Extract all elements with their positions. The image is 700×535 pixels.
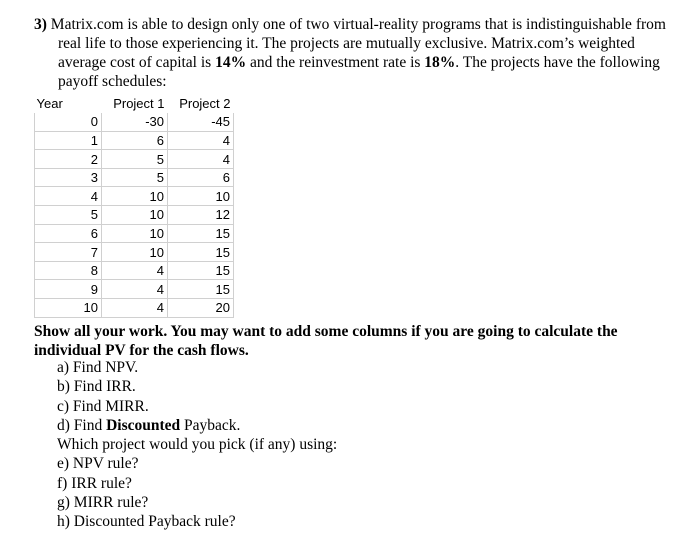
- year-cell: 2: [35, 150, 102, 169]
- intro-text-3b: and the reinvestment rate is: [246, 54, 425, 71]
- year-cell: 9: [35, 280, 102, 299]
- table-row: [35, 206, 234, 225]
- year-cell: 3: [35, 168, 102, 187]
- table-row: [35, 280, 234, 299]
- header-project-2: Project 2: [179, 95, 231, 111]
- instructions: [34, 322, 674, 360]
- year-cell: 5: [35, 206, 102, 225]
- project-1-cell: 4: [102, 261, 168, 280]
- project-1-cell: 10: [102, 187, 168, 206]
- project-2-cell: 20: [168, 299, 234, 318]
- question-d-prefix: d) Find: [57, 416, 107, 434]
- project-1-cell: 4: [102, 280, 168, 299]
- table-row: [35, 224, 234, 243]
- question-d-bold: Discounted: [106, 416, 181, 434]
- question-a: a) Find NPV.: [57, 359, 139, 376]
- project-1-cell: 10: [102, 224, 168, 243]
- table-row: [35, 261, 234, 280]
- question-h: h) Discounted Payback rule?: [57, 513, 236, 531]
- header-project-1: Project 1: [113, 95, 165, 111]
- year-cell: 4: [35, 187, 102, 206]
- year-cell: 8: [35, 261, 102, 280]
- project-1-cell: 4: [102, 299, 168, 318]
- table-row: [35, 299, 234, 318]
- project-1-cell: 5: [102, 168, 168, 187]
- payoff-table: [34, 94, 234, 318]
- question-d-suffix: Payback.: [180, 416, 241, 434]
- header-year: Year: [36, 95, 63, 111]
- project-2-cell: 15: [168, 261, 234, 280]
- project-2-cell: 6: [168, 168, 234, 187]
- year-cell: 0: [35, 113, 102, 132]
- table-row: [35, 150, 234, 169]
- project-2-cell: 15: [168, 280, 234, 299]
- question-f: f) IRR rule?: [57, 474, 132, 492]
- table-row: [35, 168, 234, 187]
- wacc-value: 14%: [215, 54, 247, 71]
- project-1-cell: 6: [102, 131, 168, 150]
- project-1-cell: 5: [102, 150, 168, 169]
- intro-line-1: [34, 15, 684, 34]
- problem-number: 3): [34, 16, 47, 33]
- reinvest-rate-value: 18%: [424, 54, 456, 71]
- project-1-cell: 10: [102, 206, 168, 225]
- instructions-line-1: Show all your work. You may want to add some columns if you are going to calculate the: [34, 323, 618, 340]
- year-cell: 6: [35, 224, 102, 243]
- intro-line-4: payoff schedules:: [58, 73, 167, 90]
- table-row: [35, 131, 234, 150]
- project-2-cell: 15: [168, 243, 234, 262]
- project-2-cell: -45: [168, 113, 234, 132]
- year-cell: 10: [35, 299, 102, 318]
- question-c: c) Find MIRR.: [57, 397, 149, 415]
- question-g: g) MIRR rule?: [57, 494, 149, 512]
- project-1-cell: -30: [102, 113, 168, 132]
- intro-text-3c: . The projects have the following: [455, 54, 660, 71]
- question-b: b) Find IRR.: [57, 378, 136, 396]
- year-cell: 7: [35, 243, 102, 262]
- project-2-cell: 12: [168, 206, 234, 225]
- table-row: [35, 187, 234, 206]
- project-2-cell: 10: [168, 187, 234, 206]
- table-row: [35, 243, 234, 262]
- question-d: [57, 416, 337, 435]
- table-row: [35, 113, 234, 132]
- problem-intro: [34, 15, 684, 91]
- table-header-row: [35, 94, 234, 113]
- intro-text-1: Matrix.com is able to design only one of two virtual-reality programs that is indistinguishable from: [50, 16, 666, 33]
- project-2-cell: 4: [168, 150, 234, 169]
- question-which: Which project would you pick (if any) using:: [57, 436, 338, 454]
- project-2-cell: 4: [168, 131, 234, 150]
- intro-line-2: real life to those experiencing it. The projects are mutually exclusive. Matrix.com’s weighted: [58, 35, 635, 52]
- project-2-cell: 15: [168, 224, 234, 243]
- question-e: e) NPV rule?: [57, 455, 139, 473]
- question-list: [57, 358, 337, 532]
- instructions-line-2: individual PV for the cash flows.: [34, 342, 249, 359]
- intro-text-3a: average cost of capital is: [58, 54, 216, 71]
- intro-line-3: [34, 53, 684, 72]
- year-cell: 1: [35, 131, 102, 150]
- project-1-cell: 10: [102, 243, 168, 262]
